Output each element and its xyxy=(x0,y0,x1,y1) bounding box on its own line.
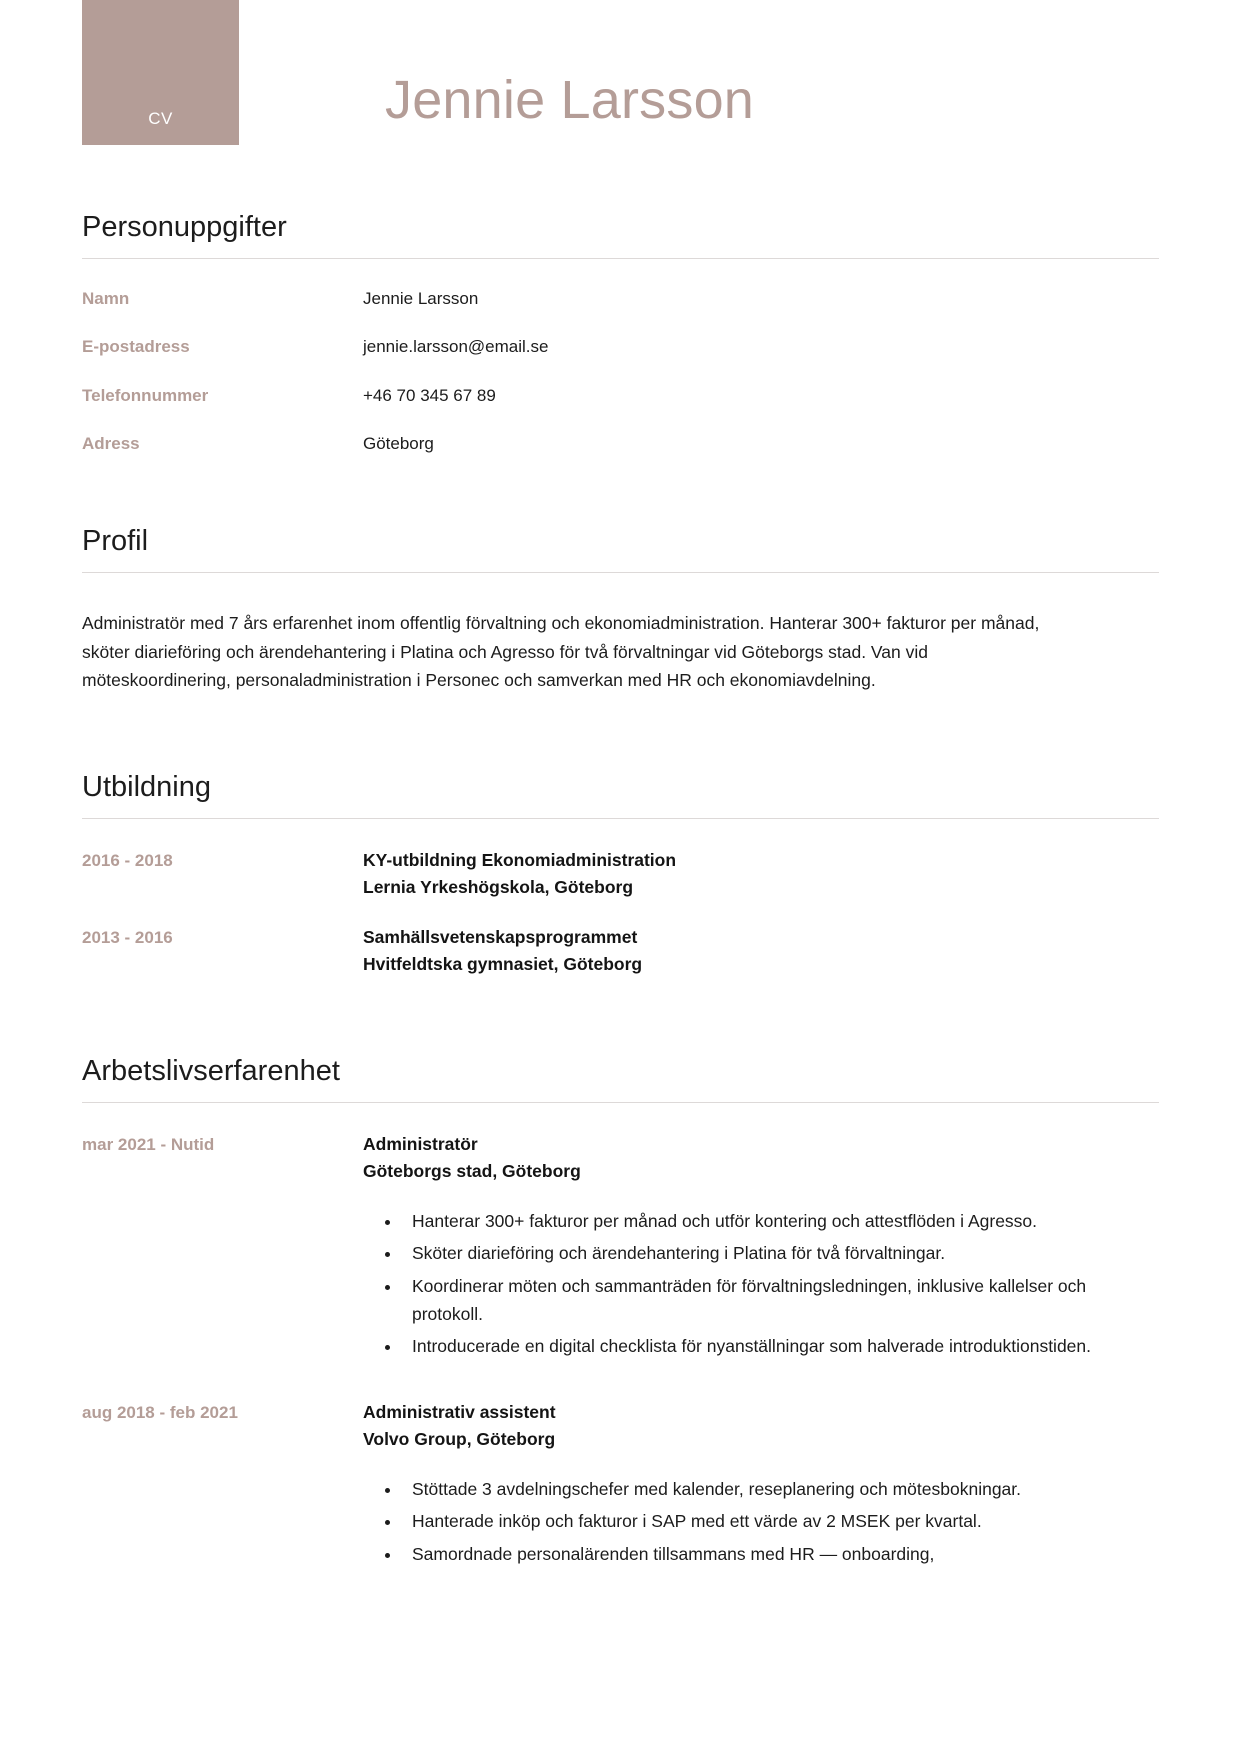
education-entry-body xyxy=(363,924,1159,978)
education-entry-date: 2013 - 2016 xyxy=(82,927,173,947)
detail-label-address: Adress xyxy=(82,434,140,454)
section-heading-education: Utbildning xyxy=(82,771,211,804)
detail-row xyxy=(82,337,1159,357)
personal-details-list xyxy=(82,289,1159,455)
work-entry-bullet: • Hanterade inköp och fakturor i SAP med ett värde av 2 MSEK per kvartal. xyxy=(402,1507,1159,1535)
cv-badge xyxy=(82,0,239,145)
section-personal-details xyxy=(0,212,1241,454)
education-entry-list xyxy=(82,847,1159,978)
work-entry-date: mar 2021 - Nutid xyxy=(82,1134,215,1154)
work-entry xyxy=(82,1131,1159,1365)
work-entry-bullet: • Koordinerar möten och sammanträden för förvaltningsledningen, inklusive kallelser och protokoll. xyxy=(402,1272,1159,1329)
work-entry-bullet: • Sköter diarieföring och ärendehantering i Platina för två förvaltningar. xyxy=(402,1239,1159,1267)
education-entry-title: Samhällsvetenskapsprogrammet xyxy=(363,926,638,947)
education-entry-body xyxy=(363,847,1159,901)
detail-value-address: Göteborg xyxy=(363,434,434,454)
document-header xyxy=(0,0,1241,152)
detail-label-email: E-postadress xyxy=(82,337,190,357)
work-entry-bullet: • Hanterar 300+ fakturor per månad och utför kontering och attestflöden i Agresso. xyxy=(402,1207,1159,1235)
section-heading-personal-details: Personuppgifter xyxy=(82,211,287,243)
section-divider xyxy=(82,1102,1159,1103)
education-entry xyxy=(82,847,1159,901)
section-education xyxy=(0,772,1241,977)
work-entry-bullet: • Samordnade personalärenden tillsammans med HR — onboarding, xyxy=(402,1540,1159,1568)
education-entry-school: Lernia Yrkeshögskola, Göteborg xyxy=(363,877,634,898)
cv-badge-label: CV xyxy=(148,109,173,128)
detail-row xyxy=(82,289,1159,309)
education-entry-title: KY-utbildning Ekonomiadministration xyxy=(363,850,677,871)
work-entry-body xyxy=(363,1131,1159,1365)
detail-value-phone: +46 70 345 67 89 xyxy=(363,385,496,405)
education-entry-school: Hvitfeldtska gymnasiet, Göteborg xyxy=(363,953,643,974)
detail-label-name: Namn xyxy=(82,288,130,308)
work-entry-date: aug 2018 - feb 2021 xyxy=(82,1402,238,1422)
section-profile xyxy=(0,526,1241,694)
detail-value-email: jennie.larsson@email.se xyxy=(363,337,549,357)
work-entry-body xyxy=(363,1399,1159,1572)
work-entry-employer: Volvo Group, Göteborg xyxy=(363,1428,556,1449)
detail-label-phone: Telefonnummer xyxy=(82,385,209,405)
education-entry xyxy=(82,924,1159,978)
section-divider xyxy=(82,572,1159,573)
work-entry-bullet-list xyxy=(363,1207,1159,1361)
work-entry-bullet-list xyxy=(363,1475,1159,1568)
education-entry-date: 2016 - 2018 xyxy=(82,851,173,871)
section-divider xyxy=(82,818,1159,819)
detail-row xyxy=(82,434,1159,454)
detail-value-name: Jennie Larsson xyxy=(363,288,479,308)
profile-paragraph: Administratör med 7 års erfarenhet inom offentlig förvaltning och ekonomiadministration. Hanterar 300+ fakturor per månad, sköter diarieföring och ärendehantering i Platina och Agresso för två förvaltningar vid Göteborgs stad. Van vid möteskoordinering, personaladministration i Personec och samverkan med HR och ekonomiavdelning. xyxy=(82,613,1040,691)
work-entry-bullet: • Introducerade en digital checklista för nyanställningar som halverade introduktionstiden. xyxy=(402,1332,1159,1360)
work-entry-employer: Göteborgs stad, Göteborg xyxy=(363,1160,581,1181)
section-work-experience xyxy=(0,1056,1241,1572)
work-entry-list xyxy=(82,1131,1159,1572)
work-entry-job-title: Administrativ assistent xyxy=(363,1401,556,1422)
section-heading-work-experience: Arbetslivserfarenhet xyxy=(82,1054,340,1087)
page-title: Jennie Larsson xyxy=(385,70,755,130)
detail-row xyxy=(82,386,1159,406)
work-entry xyxy=(82,1399,1159,1572)
work-entry-job-title: Administratör xyxy=(363,1133,478,1154)
section-heading-profile: Profil xyxy=(82,525,149,558)
section-divider xyxy=(82,258,1159,259)
work-entry-bullet: • Stöttade 3 avdelningschefer med kalender, reseplanering och mötesbokningar. xyxy=(402,1475,1159,1503)
